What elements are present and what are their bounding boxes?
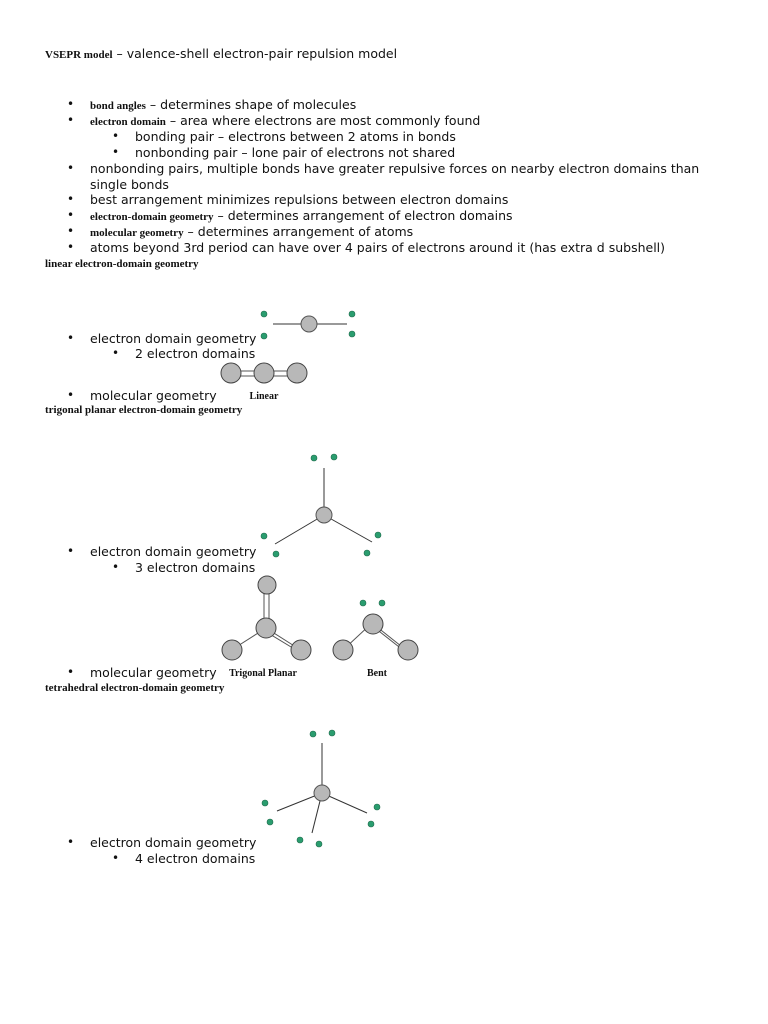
bullet-text: – area where electrons are most commonly found	[165, 113, 481, 128]
bullet-best-arrangement: • best arrangement minimizes repulsions between electron domains	[90, 192, 720, 208]
bullet-term: molecular geometry	[90, 227, 184, 239]
intro-definition: – valence-shell electron-pair repulsion model	[112, 46, 398, 61]
heading-linear: linear electron-domain geometry	[45, 258, 199, 270]
subbullet-bonding-pair: • bonding pair – electrons between 2 atoms in bonds	[135, 129, 456, 145]
bullet-term: bond angles	[90, 100, 146, 112]
linear-domains: • 2 electron domains	[135, 346, 255, 362]
heading-tetrahedral: tetrahedral electron-domain geometry	[45, 682, 225, 694]
trigonal-edg-label: • electron domain geometry	[90, 544, 720, 560]
bent-caption: Bent	[367, 668, 387, 679]
bullet-text: – determines shape of molecules	[145, 97, 357, 112]
trigonal-planar-caption: Trigonal Planar	[229, 668, 297, 679]
tetrahedral-edg-diagram	[255, 725, 390, 850]
heading-trigonal: trigonal planar electron-domain geometry	[45, 404, 243, 416]
bullet-text: – determines arrangement of atoms	[183, 224, 414, 239]
subbullet-nonbonding-pair: • nonbonding pair – lone pair of electrons not shared	[135, 145, 455, 161]
trigonal-domains: • 3 electron domains	[135, 560, 255, 576]
intro-term: VSEPR model	[45, 49, 113, 61]
bullet-text: – determines arrangement of electron domains	[213, 208, 513, 223]
tetrahedral-domains: • 4 electron domains	[135, 851, 255, 867]
bullet-nonbonding-pairs: • nonbonding pairs, multiple bonds have greater repulsive forces on nearby electron domains than single bonds	[90, 161, 720, 192]
linear-mg-label: • molecular geometry	[90, 388, 720, 404]
intro-line	[45, 46, 397, 61]
trigonal-mg-label: • molecular geometry	[90, 665, 720, 681]
linear-edg-label: • electron domain geometry	[90, 331, 720, 347]
tetrahedral-edg-label: • electron domain geometry	[90, 835, 720, 851]
bullet-term: electron domain	[90, 116, 166, 128]
bullet-beyond-3rd-period: • atoms beyond 3rd period can have over 4 pairs of electrons around it (has extra d subshell)	[90, 240, 720, 256]
bullet-term: electron-domain geometry	[90, 211, 214, 223]
linear-caption: Linear	[249, 391, 279, 402]
